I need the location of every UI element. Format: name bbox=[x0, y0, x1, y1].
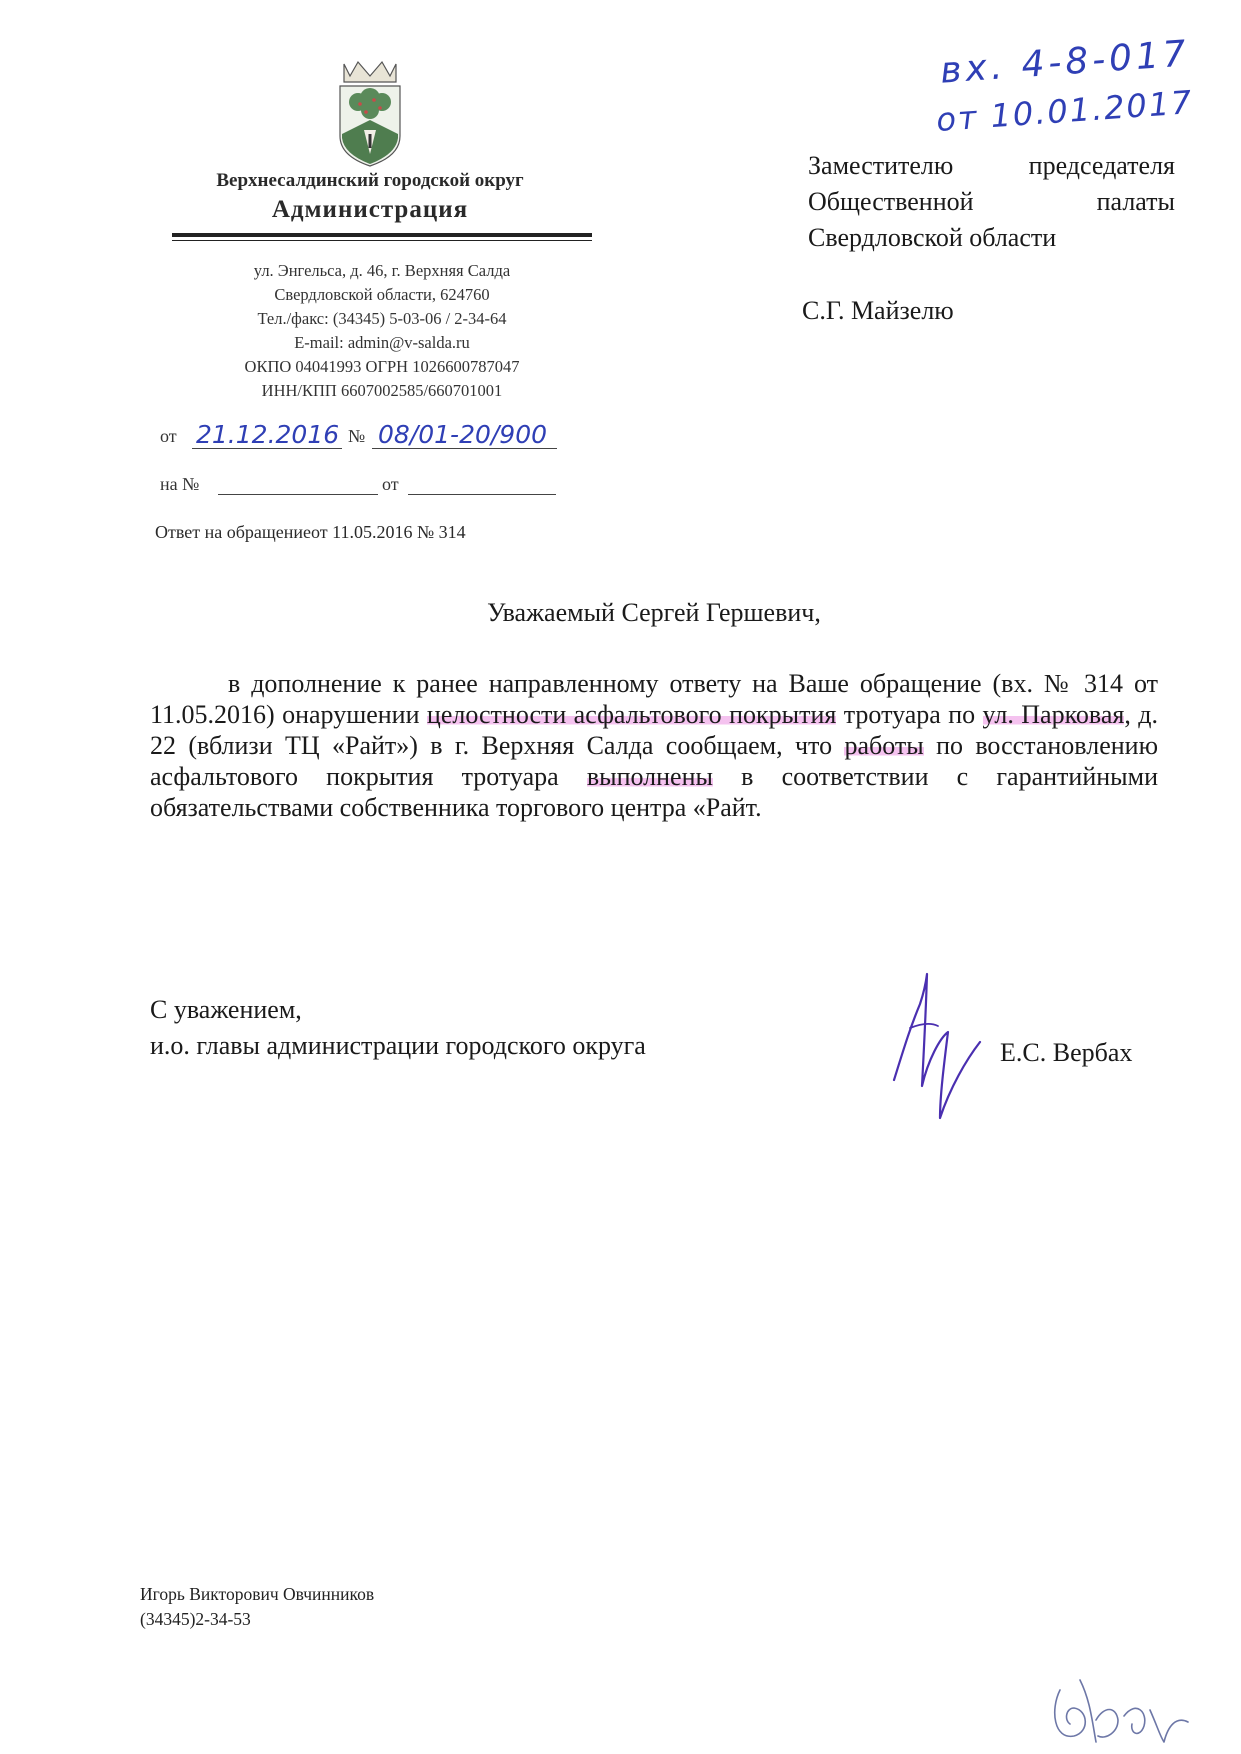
addressee-line-3: Свердловской области bbox=[808, 223, 1057, 252]
signoff-regards: С уважением, bbox=[150, 995, 302, 1024]
organization-name: Верхнесалдинский городской округ bbox=[216, 170, 524, 191]
ref-date-label: от bbox=[160, 426, 177, 446]
handwritten-signature bbox=[880, 968, 1000, 1138]
handwritten-initials bbox=[1040, 1650, 1200, 1750]
ref-to-underline bbox=[218, 494, 378, 495]
body-highlight-1: целостности асфальтового покрытия bbox=[426, 700, 837, 729]
coat-of-arms-emblem bbox=[330, 58, 410, 170]
stamp-incoming-date: от 10.01.2017 bbox=[934, 83, 1195, 139]
executor-name: Игорь Викторович Овчинников bbox=[140, 1584, 375, 1604]
addressee-line-1-end: председателя bbox=[1028, 151, 1175, 180]
signer-name: Е.С. Вербах bbox=[1000, 1038, 1133, 1067]
signoff-block bbox=[150, 992, 646, 1064]
reply-note: Ответ на обращениеот 11.05.2016 № 314 bbox=[155, 522, 466, 542]
ref-number-handwritten: 08/01-20/900 bbox=[378, 420, 548, 449]
ref-to-from-label: от bbox=[382, 474, 399, 494]
header-rule-thin bbox=[172, 240, 592, 241]
contact-region: Свердловской области, 624760 bbox=[274, 285, 490, 304]
body-highlight-2: ул. Парковая bbox=[982, 700, 1125, 729]
body-text-2: тротуара по bbox=[836, 700, 983, 729]
addressee-line-2-end: палаты bbox=[1096, 187, 1175, 216]
body-text-5: в соответствии с гарантийными обязательствами собственника торгового центра «Райт. bbox=[150, 762, 1158, 822]
header-rule-thick bbox=[172, 233, 592, 237]
addressee-block bbox=[808, 148, 1175, 256]
contact-email: E-mail: admin@v-salda.ru bbox=[294, 333, 470, 352]
executor-block bbox=[140, 1582, 374, 1632]
ref-date-handwritten: 21.12.2016 bbox=[196, 420, 340, 449]
ref-to-label: на № bbox=[160, 474, 200, 494]
organization-department: Администрация bbox=[271, 196, 469, 223]
body-text-3: , д. 22 (вблизи ТЦ «Райт») в г. Верхняя Салда сообщаем, что bbox=[150, 700, 1158, 760]
body-text-1: в дополнение к ранее направленному ответу на Ваше обращение (вх. № 314 от 11.05.2016) онарушении bbox=[150, 669, 1158, 729]
signoff-position: и.о. главы администрации городского округа bbox=[150, 1031, 646, 1060]
contact-inn-kpp: ИНН/КПП 6607002585/660701001 bbox=[261, 381, 503, 400]
ref-to-from-underline bbox=[408, 494, 556, 495]
addressee-name: С.Г. Майзелю bbox=[802, 296, 954, 325]
organization-contacts bbox=[172, 259, 592, 403]
incoming-registration-stamp bbox=[934, 33, 1230, 140]
stamp-incoming-number: вх. 4-8-017 bbox=[938, 33, 1192, 92]
letter-greeting: Уважаемый Сергей Гершевич, bbox=[487, 598, 821, 627]
body-highlight-3: работы bbox=[844, 731, 924, 760]
ref-number-label: № bbox=[348, 426, 366, 446]
executor-phone: (34345)2-34-53 bbox=[140, 1609, 251, 1629]
addressee-line-1-start: Заместителю bbox=[808, 151, 954, 180]
body-text-4: по восстановлению асфальтового покрытия тротуара bbox=[150, 731, 1158, 791]
addressee-line-1 bbox=[808, 148, 1175, 184]
body-highlight-4: выполнены bbox=[586, 762, 713, 791]
letter-body bbox=[150, 668, 1158, 823]
contact-phone: Тел./факс: (34345) 5-03-06 / 2-34-64 bbox=[257, 309, 507, 328]
contact-address: ул. Энгельса, д. 46, г. Верхняя Салда bbox=[253, 261, 511, 280]
addressee-line-2-start: Общественной bbox=[808, 187, 974, 216]
addressee-line-2 bbox=[808, 184, 1175, 220]
contact-okpo-ogrn: ОКПО 04041993 ОГРН 1026600787047 bbox=[244, 357, 520, 376]
